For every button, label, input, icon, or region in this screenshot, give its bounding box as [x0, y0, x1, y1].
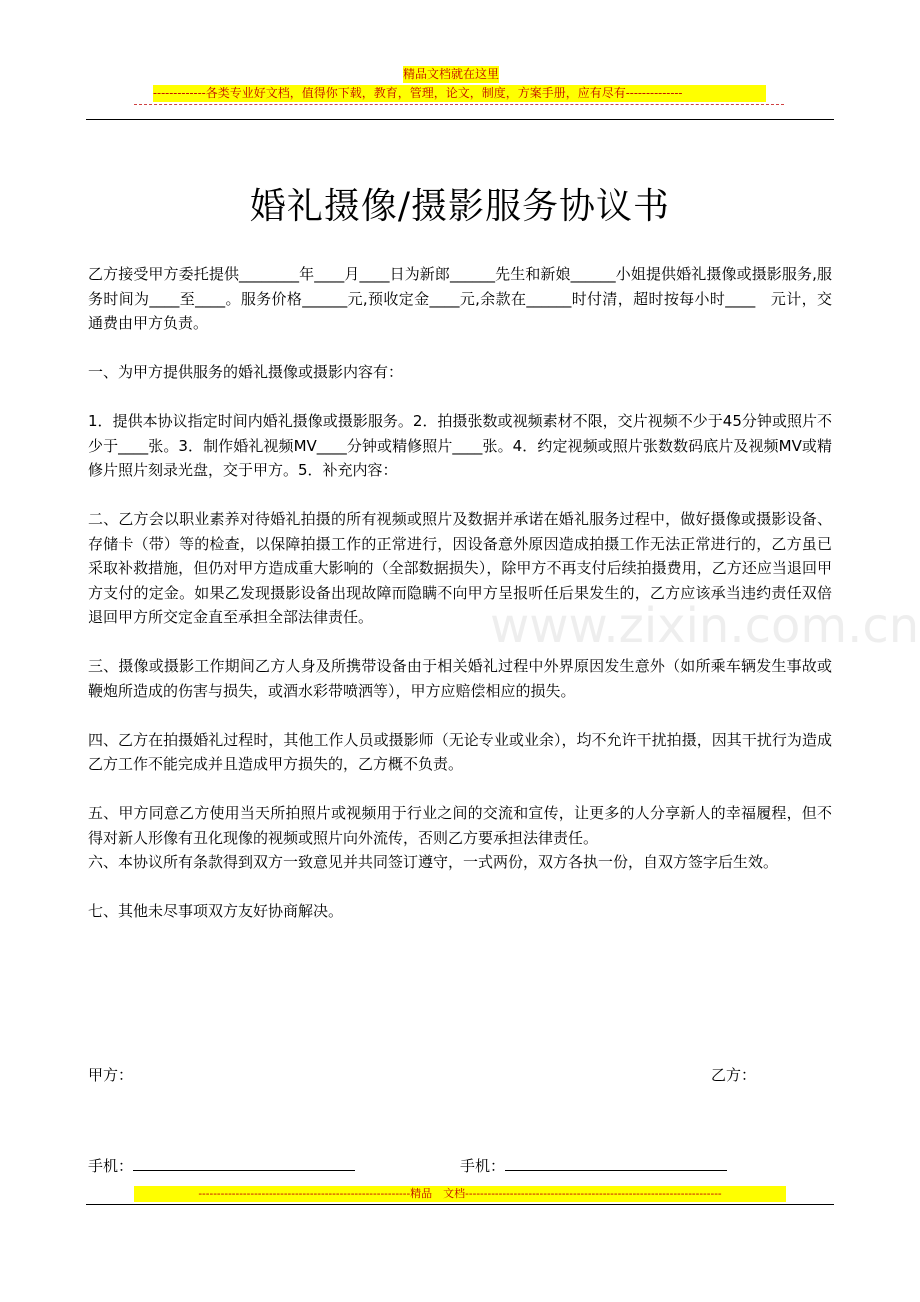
intro-paragraph: 乙方接受甲方委托提供________年____月____日为新郎______先生和新娘______小姐提供婚礼摄像或摄影服务,服务时间为____至____。服务价格______元,预收定金____元,余款在______时付清，超时按每小时____ 元计，交通费由甲方负责。 — [88, 265, 832, 332]
header-banner: -------------各类专业好文档，值得你下载，教育，管理，论文，制度，方案手册，应有尽有-------------- — [153, 85, 766, 102]
section-3-paragraph: 三、摄像或摄影工作期间乙方人身及所携带设备由于相关婚礼过程中外界原因发生意外（如所乘车辆发生事故或鞭炮所造成的伤害与损失，或酒水彩带喷洒等），甲方应赔偿相应的损失。 — [88, 657, 832, 700]
section-1-heading: 一、为甲方提供服务的婚礼摄像或摄影内容有： — [88, 363, 404, 381]
phone-row — [88, 1155, 832, 1176]
footer-banner: ---------------------------------------------------------精品 文档--------------------------------------------------------------------- — [134, 1186, 786, 1202]
footer-rule — [86, 1204, 834, 1205]
section-7-paragraph: 七、其他未尽事项双方友好协商解决。 — [88, 902, 344, 920]
phone-a-blank[interactable] — [133, 1156, 355, 1171]
watermark: www.zixin.com.cn — [490, 598, 920, 654]
document-title: 婚礼摄像/摄影服务协议书 — [249, 186, 671, 227]
document-body — [88, 262, 832, 924]
header-dashed-divider — [134, 104, 784, 115]
section-6-paragraph: 六、本协议所有条款得到双方一致意见并共同签订遵守，一式两份，双方各执一份，自双方签字后生效。 — [88, 853, 779, 871]
phone-b-label: 手机： — [460, 1157, 506, 1175]
section-2-paragraph: 二、乙方会以职业素养对待婚礼拍摄的所有视频或照片及数据并承诺在婚礼服务过程中，做好摄像或摄影设备、存储卡（带）等的检查，以保障拍摄工作的正常进行，因设备意外原因造成拍摄工作无法正常进行的，乙方虽已采取补救措施，但仍对甲方造成重大影响的（全部数据损失），除甲方不再支付后续拍摄费用，乙方还应当退回甲方支付的定金。如果乙发现摄影设备出现故障而隐瞒不向甲方呈报听任后果发生的，乙方应该承当违约责任双倍退回甲方所交定金直至承担全部法律责任。 — [88, 510, 832, 626]
party-b-label: 乙方： — [710, 1066, 756, 1084]
phone-b-blank[interactable] — [505, 1156, 727, 1171]
section-1-body: 1．提供本协议指定时间内婚礼摄像或摄影服务。2．拍摄张数或视频素材不限，交片视频不少于45分钟或照片不少于____张。3．制作婚礼视频MV____分钟或精修照片____张。4．约定视频或照片张数数码底片及视频MV或精修片照片刻录光盘，交于甲方。5．补充内容： — [88, 412, 832, 479]
header-top-note: 精品文档就在这里 — [403, 67, 500, 81]
phone-a-label: 手机： — [88, 1157, 134, 1175]
section-5-paragraph: 五、甲方同意乙方使用当天所拍照片或视频用于行业之间的交流和宣传，让更多的人分享新人的幸福履程，但不得对新人形像有丑化现像的视频或照片向外流传，否则乙方要承担法律责任。 — [88, 804, 832, 847]
header-rule — [86, 119, 834, 120]
signature-row — [88, 1064, 832, 1085]
section-4-paragraph: 四、乙方在拍摄婚礼过程时，其他工作人员或摄影师（无论专业或业余），均不允许干扰拍摄，因其干扰行为造成乙方工作不能完成并且造成甲方损失的，乙方概不负责。 — [88, 730, 832, 773]
party-a-label: 甲方： — [88, 1066, 134, 1084]
phone-b-group — [460, 1155, 727, 1176]
